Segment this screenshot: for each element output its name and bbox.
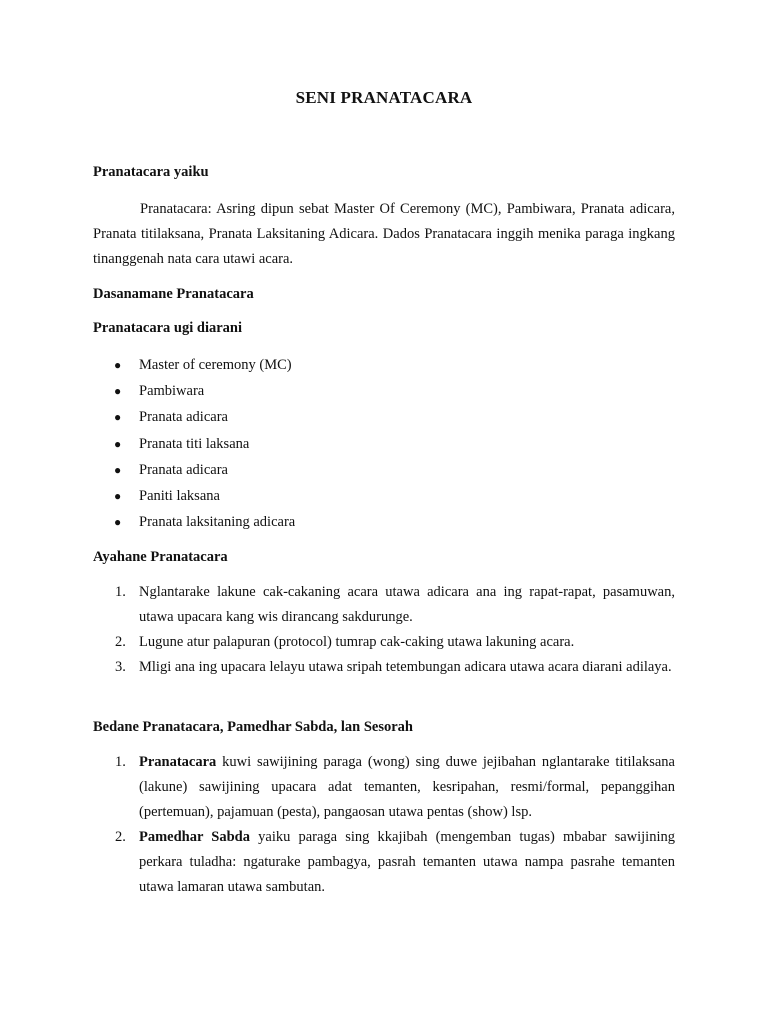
heading-ayahane: Ayahane Pranatacara [93, 549, 228, 565]
list-item: 3. Mligi ana ing upacara lelayu utawa sripah tetembungan adicara utawa acara diarani adilaya. [115, 659, 672, 675]
heading-ugi-diarani: Pranatacara ugi diarani [93, 320, 243, 336]
paragraph-pranatacara-definition: Pranatacara: Asring dipun sebat Master Of Ceremony (MC), Pambiwara, Pranata adicara, Pranata titilaksana, Pranata Laksitaning Adicara. Dados Pranatacara inggih menika paraga ingkang tinanggenah nata cara utawi acara. [93, 201, 675, 267]
term-pranatacara: Pranatacara [139, 754, 217, 770]
heading-dasanamane: Dasanamane Pranatacara [93, 286, 254, 302]
bullet-icon: ● [114, 515, 122, 530]
list-item: ● Paniti laksana [93, 483, 675, 509]
list-item: 2. Lugune atur palapuran (protocol) tumrap cak-caking utawa lakuning acara. [115, 634, 575, 650]
heading-bedane: Bedane Pranatacara, Pamedhar Sabda, lan Sesorah [93, 719, 413, 735]
numbered-list-ayahane [93, 580, 675, 680]
bullet-icon: ● [114, 436, 122, 451]
list-item: ● Pranata titi laksana [93, 431, 675, 457]
bullet-icon: ● [114, 488, 122, 503]
list-item: 1. Pranatacara kuwi sawijining paraga (wong) sing duwe jejibahan nglantarake titilaksana (lakune) sawijining upacara adat temanten, kesripahan, resmi/formal, pepanggihan (pertemuan), pajamuan (pesta), pangaosan utawa pentas (show) lsp. [115, 754, 675, 820]
list-item: 1. Nglantarake lakune cak-cakaning acara utawa adicara ana ing rapat-rapat, pasamuwan, utawa upacara kang wis dirancang sakdurunge. [115, 584, 675, 625]
bullet-icon: ● [114, 462, 122, 477]
list-item: ● Pranata adicara [93, 404, 675, 430]
list-item: 2. Pamedhar Sabda yaiku paraga sing kkajibah (mengemban tugas) mbabar sawijining perkara tuladha: ngaturake pambagya, pasrah temanten utawa nampa pasrahe temanten utawa lamaran utawa sambutan. [115, 829, 675, 895]
list-item: ● Pranata adicara [93, 457, 675, 483]
list-item: ● Master of ceremony (MC) [93, 352, 675, 378]
bullet-icon: ● [114, 358, 122, 372]
list-item: ● Pambiwara [93, 378, 675, 404]
bullet-icon: ● [114, 410, 122, 425]
bullet-list-names [93, 352, 675, 535]
bullet-icon: ● [114, 384, 122, 399]
term-pamedhar-sabda: Pamedhar Sabda [139, 829, 250, 845]
document-title: SENI PRANATACARA [295, 88, 473, 107]
heading-pranatacara-yaiku: Pranatacara yaiku [93, 164, 209, 180]
list-item: ● Pranata laksitaning adicara [93, 509, 675, 535]
numbered-list-bedane [93, 750, 675, 900]
